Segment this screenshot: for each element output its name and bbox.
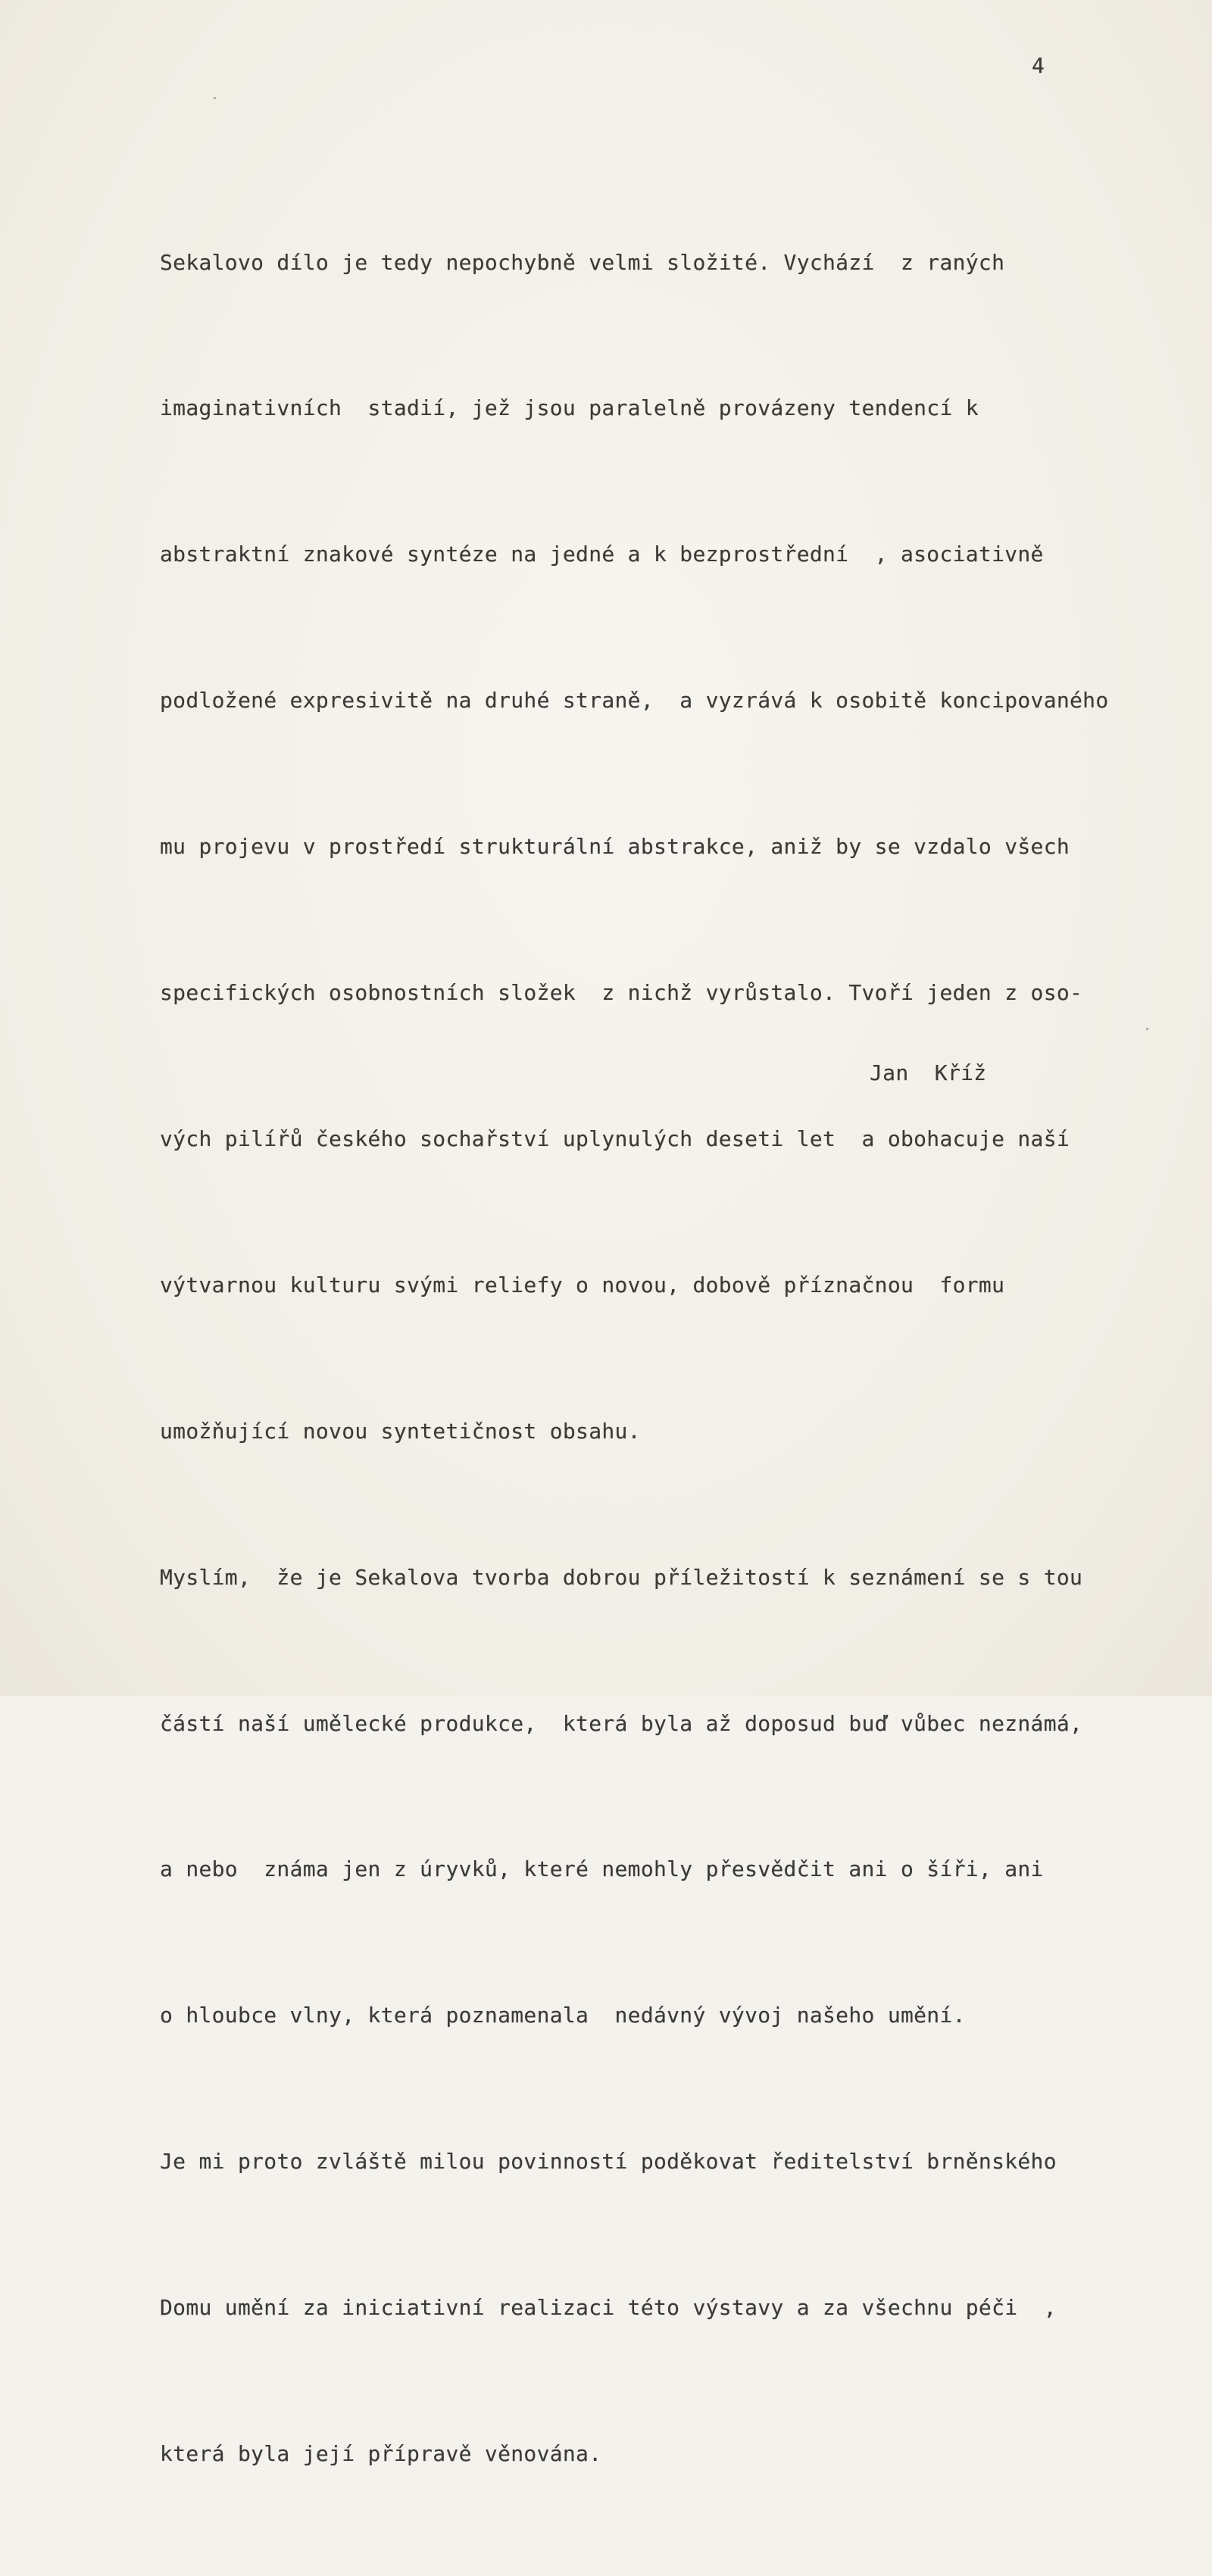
text-line: umožňující novou syntetičnost obsahu. — [160, 1418, 641, 1444]
text-line: Sekalovo dílo je tedy nepochybně velmi složité. Vychází z raných — [160, 249, 1005, 275]
text-line: podložené expresivitě na druhé straně, a vyzrává k osobitě koncipovaného — [160, 688, 1109, 713]
text-line: která byla její přípravě věnována. — [160, 2440, 602, 2466]
text-line: o hloubce vlny, která poznamenala nedávný vývoj našeho umění. — [160, 2003, 966, 2028]
body-text — [160, 141, 1109, 2576]
text-line: a nebo známa jen z úryvků, které nemohly přesvědčit ani o šíři, ani — [160, 1856, 1044, 1882]
text-line: Myslím, že je Sekalova tvorba dobrou příležitostí k seznámení se s tou — [160, 1564, 1083, 1590]
ink-speck — [214, 97, 216, 99]
text-line: částí naší umělecké produkce, která byla až doposud buď vůbec neznámá, — [160, 1710, 1083, 1736]
text-line: mu projevu v prostředí strukturální abstrakce, aniž by se vzdalo všech — [160, 834, 1070, 860]
signature: Jan Kříž — [870, 1060, 987, 1085]
text-line: vých pilířů českého sochařství uplynulých deseti let a obohacuje naší — [160, 1126, 1070, 1151]
text-line: Je mi proto zvláště milou povinností poděkovat ředitelství brněnského — [160, 2149, 1057, 2175]
page-number: 4 — [1032, 53, 1045, 78]
ink-speck — [1146, 1028, 1148, 1030]
text-line: výtvarnou kulturu svými reliefy o novou, dobově příznačnou formu — [160, 1272, 1005, 1297]
text-line: imaginativních stadií, jež jsou paralelně provázeny tendencí k — [160, 395, 979, 421]
text-line: abstraktní znakové syntéze na jedné a k bezprostřední , asociativně — [160, 542, 1044, 567]
text-line: specifických osobnostních složek z nichž vyrůstalo. Tvoří jeden z oso- — [160, 980, 1083, 1006]
text-line: Domu umění za iniciativní realizaci této výstavy a za všechnu péči , — [160, 2295, 1057, 2321]
